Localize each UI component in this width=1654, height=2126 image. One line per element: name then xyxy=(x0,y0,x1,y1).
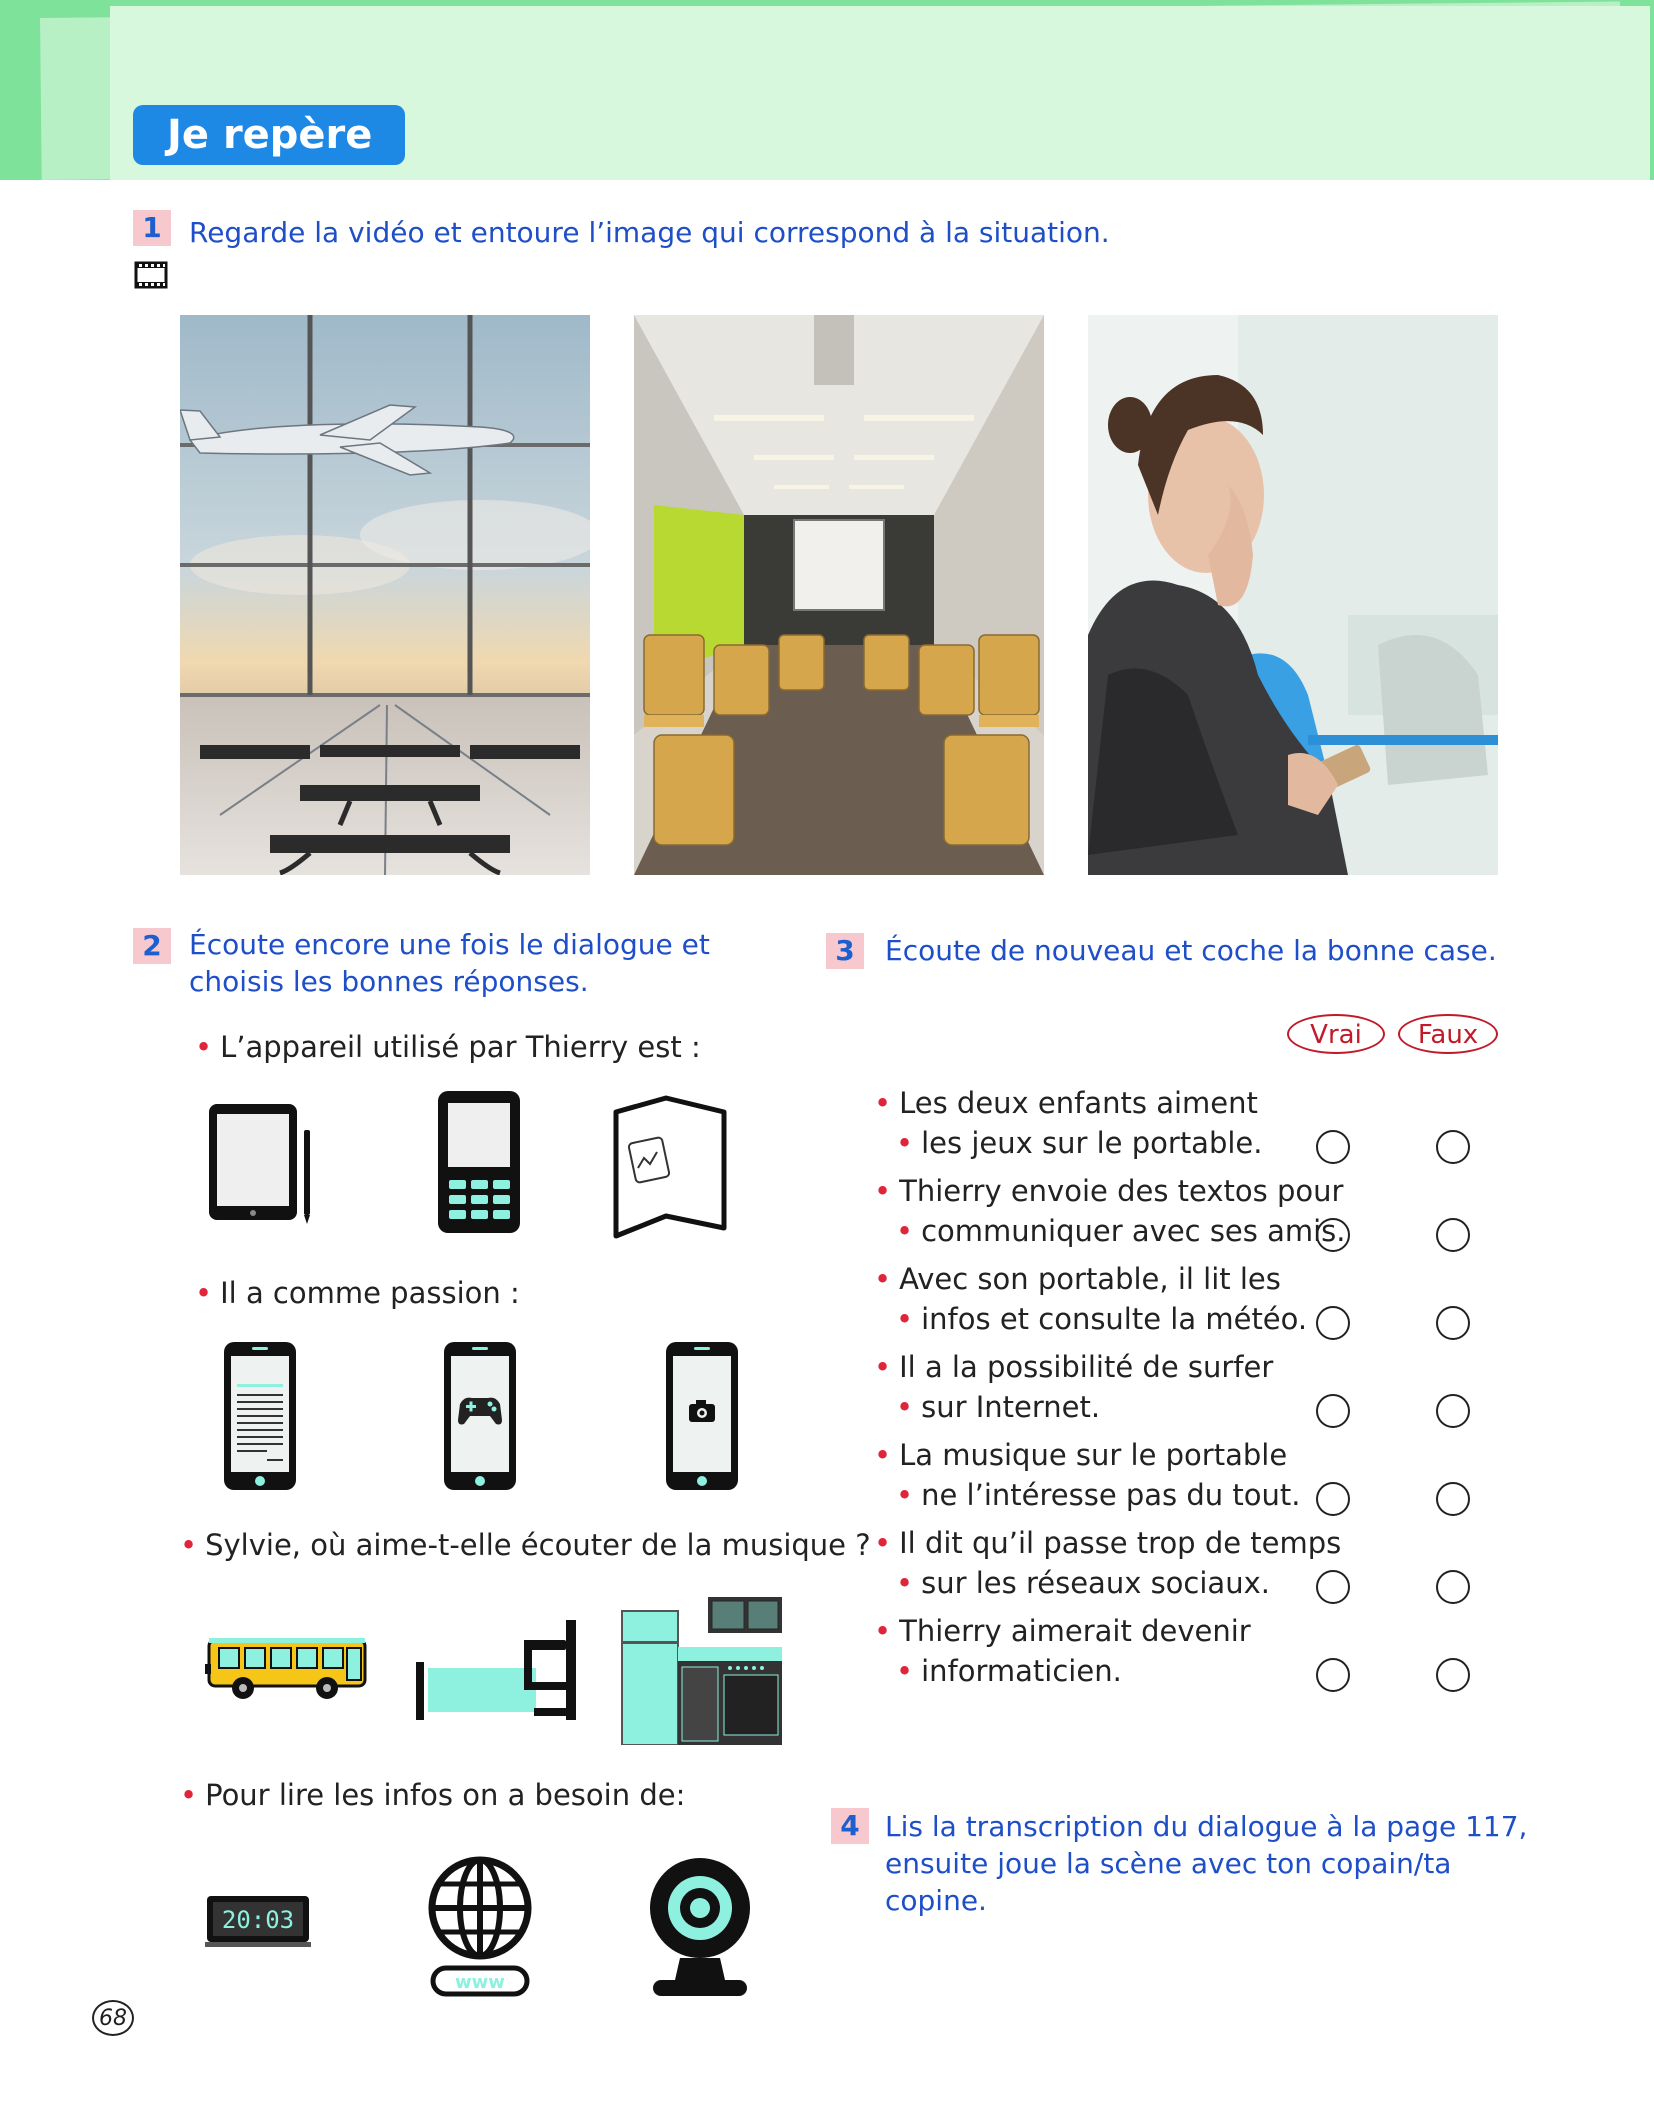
exercise-4-line3: copine. xyxy=(885,1884,987,1917)
statement-4 xyxy=(874,1347,1273,1427)
question-4: • Pour lire les infos on a besoin de: xyxy=(180,1775,685,1815)
true-radio-3[interactable] xyxy=(1316,1306,1350,1340)
true-radio-4[interactable] xyxy=(1316,1394,1350,1428)
true-radio-1[interactable] xyxy=(1316,1130,1350,1164)
false-column-header: Faux xyxy=(1398,1014,1498,1054)
section-title: Je repère xyxy=(133,105,405,165)
smartphone-camera-icon[interactable] xyxy=(664,1340,740,1492)
statement-2 xyxy=(874,1171,1346,1251)
statement-3-line1: • Avec son portable, il lit les xyxy=(874,1259,1307,1299)
false-radio-3[interactable] xyxy=(1436,1306,1470,1340)
exercise-2-instruction-line2: choisis les bonnes réponses. xyxy=(189,965,589,998)
true-radio-5[interactable] xyxy=(1316,1482,1350,1516)
statement-5-line2: • ne l’intéresse pas du tout. xyxy=(874,1475,1300,1515)
statement-6-line1: • Il dit qu’il passe trop de temps xyxy=(874,1523,1341,1563)
statement-2-line2: • communiquer avec ses amis. xyxy=(874,1211,1346,1251)
statement-5 xyxy=(874,1435,1300,1515)
page-number: 68 xyxy=(92,2000,134,2036)
false-radio-5[interactable] xyxy=(1436,1482,1470,1516)
statement-1-line1: • Les deux enfants aiment xyxy=(874,1083,1262,1123)
tablet-icon[interactable] xyxy=(205,1100,315,1225)
statement-2-line1: • Thierry envoie des textos pour xyxy=(874,1171,1346,1211)
statement-3-line2: • infos et consulte la météo. xyxy=(874,1299,1307,1339)
statement-4-line1: • Il a la possibilité de surfer xyxy=(874,1347,1273,1387)
statement-4-line2: • sur Internet. xyxy=(874,1387,1273,1427)
exercise-2-instruction-line1: Écoute encore une fois le dialogue et xyxy=(189,928,710,961)
exercise-4-number: 4 xyxy=(831,1808,869,1844)
bus-icon[interactable] xyxy=(205,1632,370,1702)
true-radio-6[interactable] xyxy=(1316,1570,1350,1604)
exercise-4-line1: Lis la transcription du dialogue à la page 117, xyxy=(885,1810,1528,1843)
exercise-4-line2: ensuite joue la scène avec ton copain/ta xyxy=(885,1847,1452,1880)
kitchen-icon[interactable] xyxy=(620,1595,785,1745)
statement-3 xyxy=(874,1259,1307,1339)
bed-icon[interactable] xyxy=(412,1612,582,1722)
question-1: • L’appareil utilisé par Thierry est : xyxy=(195,1027,701,1067)
statement-6-line2: • sur les réseaux sociaux. xyxy=(874,1563,1341,1603)
internet-globe-icon[interactable] xyxy=(425,1850,535,2000)
statement-5-line1: • La musique sur le portable xyxy=(874,1435,1300,1475)
false-radio-2[interactable] xyxy=(1436,1218,1470,1252)
statement-7 xyxy=(874,1611,1251,1691)
false-radio-7[interactable] xyxy=(1436,1658,1470,1692)
true-radio-7[interactable] xyxy=(1316,1658,1350,1692)
exercise-2-number: 2 xyxy=(133,928,171,964)
foldable-phone-icon[interactable] xyxy=(610,1090,730,1240)
question-3: • Sylvie, où aime-t-elle écouter de la musique ? xyxy=(180,1525,871,1565)
smartphone-gaming-icon[interactable] xyxy=(442,1340,518,1492)
statement-1 xyxy=(874,1083,1262,1163)
exercise-3-number: 3 xyxy=(826,933,864,969)
exercise-1-instruction: Regarde la vidéo et entoure l’image qui correspond à la situation. xyxy=(189,216,1110,249)
false-radio-4[interactable] xyxy=(1436,1394,1470,1428)
exercise-1-number: 1 xyxy=(133,210,171,246)
conference-room-photo[interactable] xyxy=(634,315,1044,875)
cell-phone-icon[interactable] xyxy=(435,1088,525,1238)
clock-display: 20:03 xyxy=(221,1906,295,1934)
smartphone-reading-icon[interactable] xyxy=(222,1340,298,1492)
true-radio-2[interactable] xyxy=(1316,1218,1350,1252)
statement-7-line1: • Thierry aimerait devenir xyxy=(874,1611,1251,1651)
statement-6 xyxy=(874,1523,1341,1603)
true-column-header: Vrai xyxy=(1287,1014,1385,1054)
statement-1-line2: • les jeux sur le portable. xyxy=(874,1123,1262,1163)
video-icon xyxy=(134,260,168,290)
exercise-3-instruction: Écoute de nouveau et coche la bonne case. xyxy=(885,934,1497,967)
digital-clock-icon[interactable] xyxy=(205,1890,311,1950)
statement-7-line2: • informaticien. xyxy=(874,1651,1251,1691)
webcam-icon[interactable] xyxy=(645,1850,755,2000)
airport-photo[interactable] xyxy=(180,315,590,875)
man-with-phone-photo[interactable] xyxy=(1088,315,1498,875)
false-radio-6[interactable] xyxy=(1436,1570,1470,1604)
false-radio-1[interactable] xyxy=(1436,1130,1470,1164)
www-label: www xyxy=(455,1972,505,1993)
question-2: • Il a comme passion : xyxy=(195,1273,520,1313)
